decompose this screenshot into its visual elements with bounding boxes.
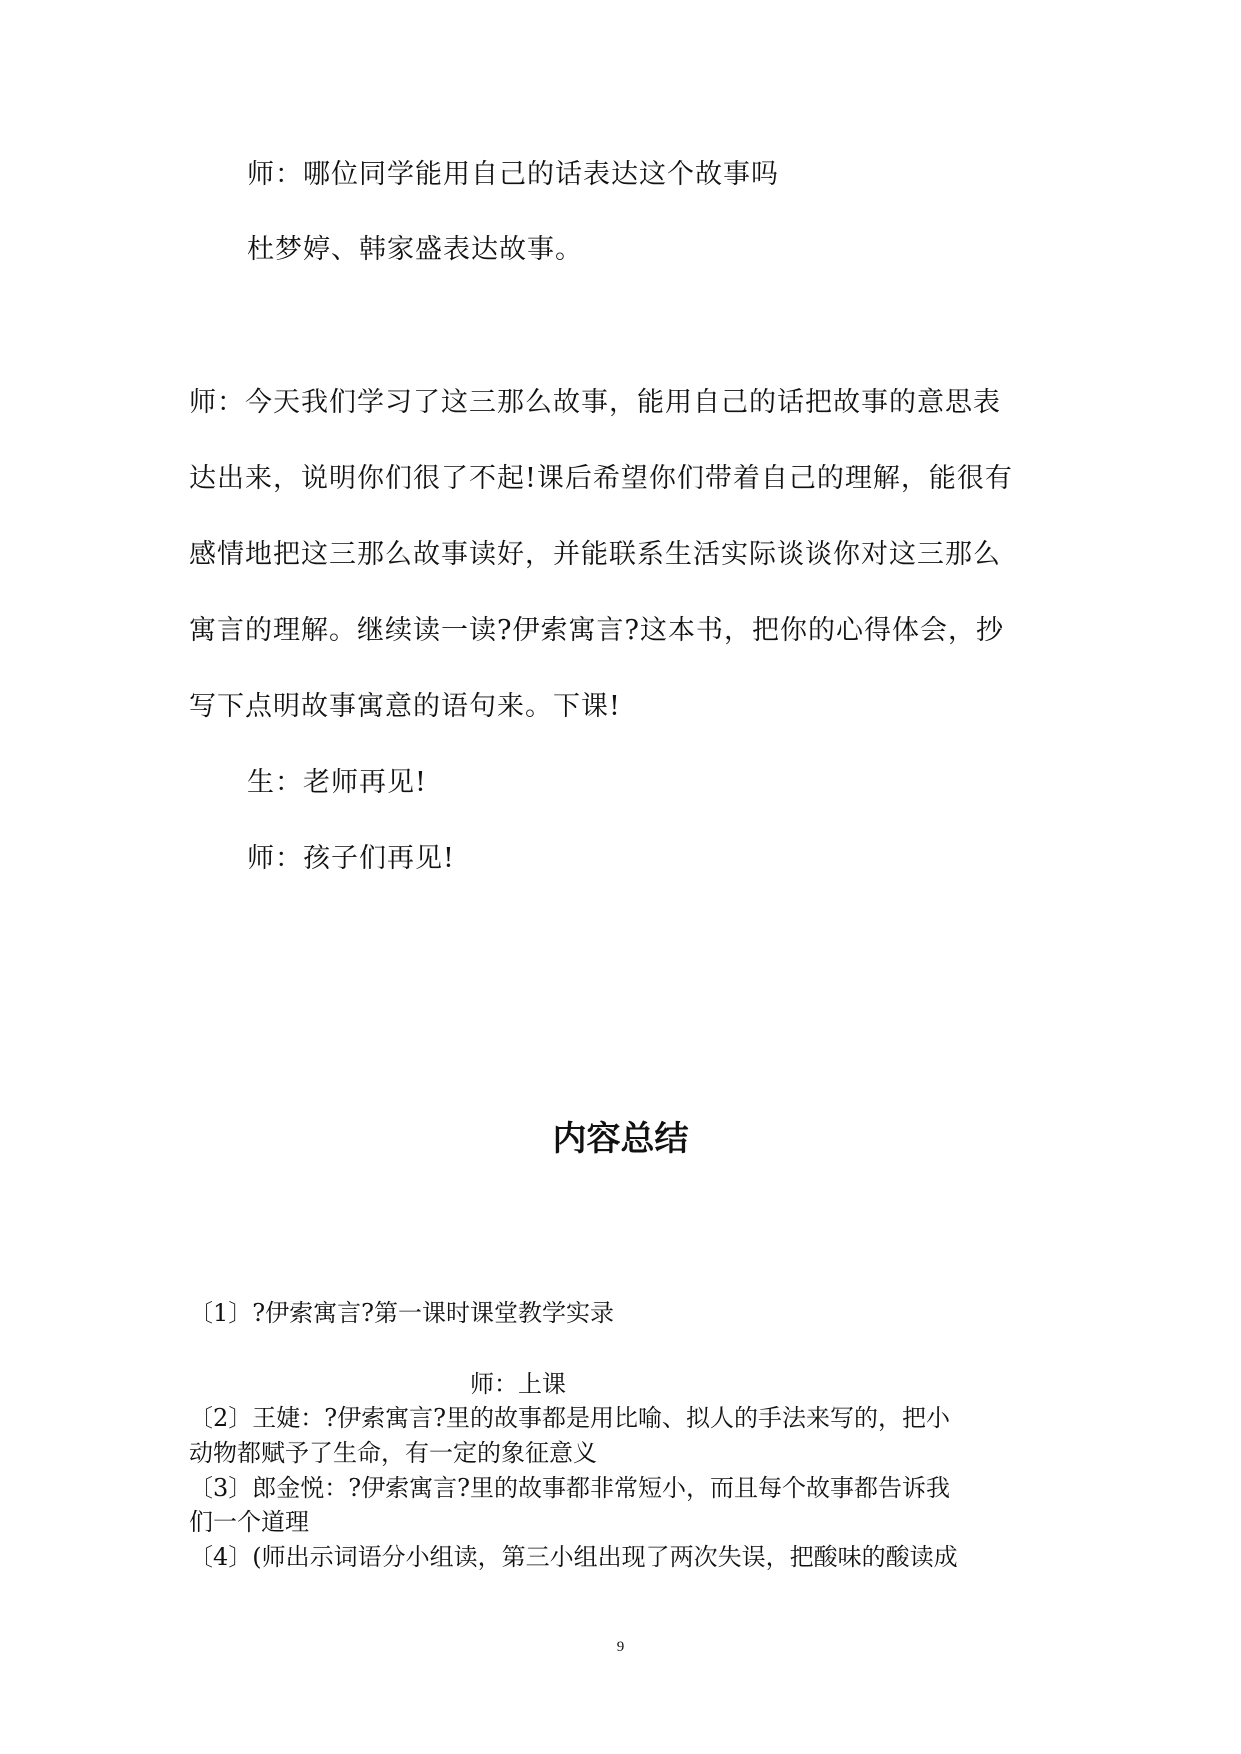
paragraph-line: 达出来，说明你们很了不起!课后希望你们带着自己的理解，能很有: [189, 463, 1013, 494]
paragraph-line: 师：今天我们学习了这三那么故事，能用自己的话把故事的意思表: [189, 387, 1001, 418]
paragraph-line: 感情地把这三那么故事读好，并能联系生活实际谈谈你对这三那么: [189, 539, 1001, 570]
summary-item: 师：上课: [470, 1370, 566, 1398]
page-number: 9: [616, 1639, 625, 1655]
summary-item: 们一个道理: [189, 1508, 309, 1536]
paragraph-line: 写下点明故事寓意的语句来。下课!: [189, 691, 621, 722]
summary-item: 〔2〕王婕：?伊索寓言?里的故事都是用比喻、拟人的手法来写的，把小: [189, 1404, 951, 1432]
summary-item: 〔4〕(师出示词语分小组读，第三小组出现了两次失误，把酸味的酸读成: [189, 1543, 958, 1571]
dialogue-line: 师：哪位同学能用自己的话表达这个故事吗: [247, 159, 779, 190]
paragraph-line: 寓言的理解。继续读一读?伊索寓言?这本书，把你的心得体会，抄: [189, 615, 1004, 646]
section-heading: 内容总结: [552, 1119, 689, 1159]
dialogue-line: 生：老师再见!: [247, 767, 427, 798]
summary-item: 〔1〕?伊索寓言?第一课时课堂教学实录: [189, 1299, 615, 1327]
dialogue-line: 师：孩子们再见!: [247, 843, 455, 874]
summary-item: 动物都赋予了生命，有一定的象征意义: [189, 1439, 597, 1467]
narration-line: 杜梦婷、韩家盛表达故事。: [247, 234, 583, 265]
summary-item: 〔3〕郎金悦：?伊索寓言?里的故事都非常短小，而且每个故事都告诉我: [189, 1474, 951, 1502]
